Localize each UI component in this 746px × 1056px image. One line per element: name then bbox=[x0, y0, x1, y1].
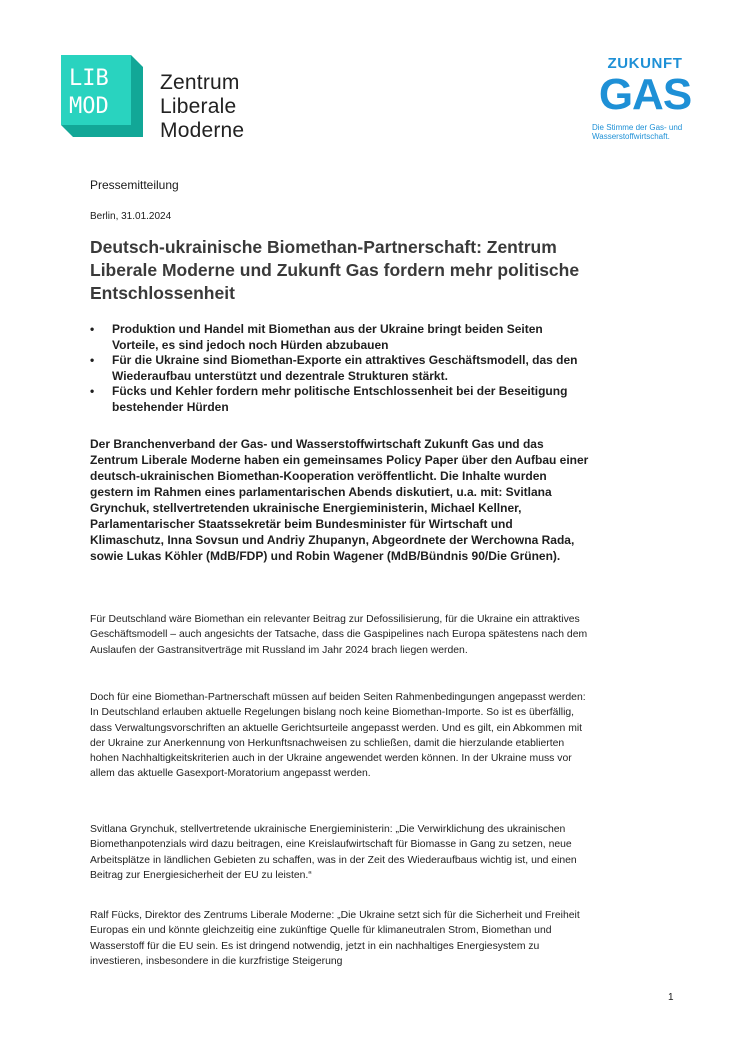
key-point bbox=[90, 384, 590, 415]
key-point bbox=[90, 322, 590, 353]
zukunft-gas-logo-main: GAS bbox=[598, 70, 692, 119]
key-point-text: Für die Ukraine sind Biomethan-Exporte ein attraktives Geschäftsmodell, das den Wiederaufbau unterstützt und dezentrale Strukturen stärkt. bbox=[112, 353, 578, 383]
libmod-name-line: Moderne bbox=[160, 119, 245, 142]
key-point-text: Fücks und Kehler fordern mehr politische Entschlossenheit bei der Beseitigung bestehender Hürden bbox=[112, 384, 568, 414]
zukunft-gas-tagline-line: Die Stimme der Gas- und bbox=[592, 123, 683, 132]
body-paragraph: Ralf Fücks, Direktor des Zentrums Liberale Moderne: „Die Ukraine setzt sich für die Sicherheit und Freiheit Europas ein und könnte gleichzeitig eine zukünftige Quelle für klimaneutralen Strom, Biomethan und Wasserstoff für die EU sein. Es ist dringend notwendig, jetzt in ein nachhaltiges Energiesystem zu investieren, insbesondere in die kurzfristige Steigerung bbox=[90, 910, 580, 967]
zukunft-gas-logo-top: ZUKUNFT bbox=[607, 55, 683, 72]
key-points-list bbox=[90, 322, 590, 415]
libmod-mark-line1: LIB bbox=[69, 66, 109, 91]
body-paragraph: Für Deutschland wäre Biomethan ein relevanter Beitrag zur Defossilisierung, für die Ukraine ein attraktives Geschäftsmodell – auch angesichts der Tatsache, dass die Gaspipelines nach Europa spätestens nach dem Auslaufen der Gastransitverträge mit Russland im Jahr 2024 brach liegen werden. bbox=[90, 614, 588, 656]
libmod-name-line: Zentrum bbox=[160, 71, 240, 94]
bullet-icon: • bbox=[90, 384, 95, 398]
libmod-name-line: Liberale bbox=[160, 95, 237, 118]
bullet-icon: • bbox=[90, 322, 95, 336]
key-point-text: Produktion und Handel mit Biomethan aus der Ukraine bringt beiden Seiten Vorteile, es sind jedoch noch Hürden abzubauen bbox=[112, 322, 543, 352]
document-type: Pressemitteilung bbox=[90, 178, 179, 192]
lead-paragraph: Der Branchenverband der Gas- und Wasserstoffwirtschaft Zukunft Gas und das Zentrum Liberale Moderne haben ein gemeinsames Policy Paper über den Aufbau einer deutsch-ukrainischen Biomethan-Kooperation veröffentlicht. Die Inhalte wurden gestern im Rahmen eines parlamentarischen Abends diskutiert, u.a. mit: Svitlana Grynchuk, stellvertretenden ukrainische Energieministerin, Michael Kellner, Parlamentarischer Staatssekretär beim Bundesminister für Wirtschaft und Klimaschutz, Inna Sovsun und Andriy Zhupanyn, Abgeordnete der Werchowna Rada, sowie Lukas Köhler (MdB/FDP) und Robin Wagener (MdB/Bündnis 90/Die Grünen). bbox=[90, 437, 589, 563]
libmod-name bbox=[160, 71, 244, 143]
body-paragraph: Doch für eine Biomethan-Partnerschaft müssen auf beiden Seiten Rahmenbedingungen angepasst werden: In Deutschland erlauben aktuelle Regelungen bislang noch keine Biomethan-Importe. So ist es überfällig, dass Verwaltungsvorschriften an aktuelle Gerichtsurteile angepasst werden. Und es gilt, ein Abkommen mit der Ukraine zur Anerkennung von Herkunftsnachweisen zu schließen, damit die hierzulande etablierten hohen Nachhaltigkeitskriterien auch in der Ukraine angewendet werden können. In der Ukraine muss vor allem das aktuelle Gasexport-Moratorium angepasst werden. bbox=[90, 692, 586, 780]
bullet-icon: • bbox=[90, 353, 95, 367]
libmod-mark-icon bbox=[61, 55, 143, 137]
libmod-logo bbox=[61, 55, 143, 137]
zukunft-gas-tagline bbox=[592, 123, 702, 141]
document-date: Berlin, 31.01.2024 bbox=[90, 211, 172, 222]
key-point bbox=[90, 353, 590, 384]
page-number: 1 bbox=[668, 992, 674, 1003]
body-paragraph: Svitlana Grynchuk, stellvertretende ukrainische Energieministerin: „Die Verwirklichung des ukrainischen Biomethanpotenzials wird dazu beitragen, eine Kreislaufwirtschaft für Biomasse in Gang zu setzen, neue Arbeitsplätze in ländlichen Gebieten zu schaffen, was in der Zeit des Wiederaufbaus wichtig ist, und einen Beitrag zur Energiesicherheit der EU zu leisten.“ bbox=[90, 824, 577, 881]
libmod-mark-line2: MOD bbox=[69, 94, 109, 119]
zukunft-gas-tagline-line: Wasserstoffwirtschaft. bbox=[592, 132, 670, 141]
headline: Deutsch-ukrainische Biomethan-Partnerschaft: Zentrum Liberale Moderne und Zukunft Gas fordern mehr politische Entschlossenheit bbox=[90, 237, 580, 303]
